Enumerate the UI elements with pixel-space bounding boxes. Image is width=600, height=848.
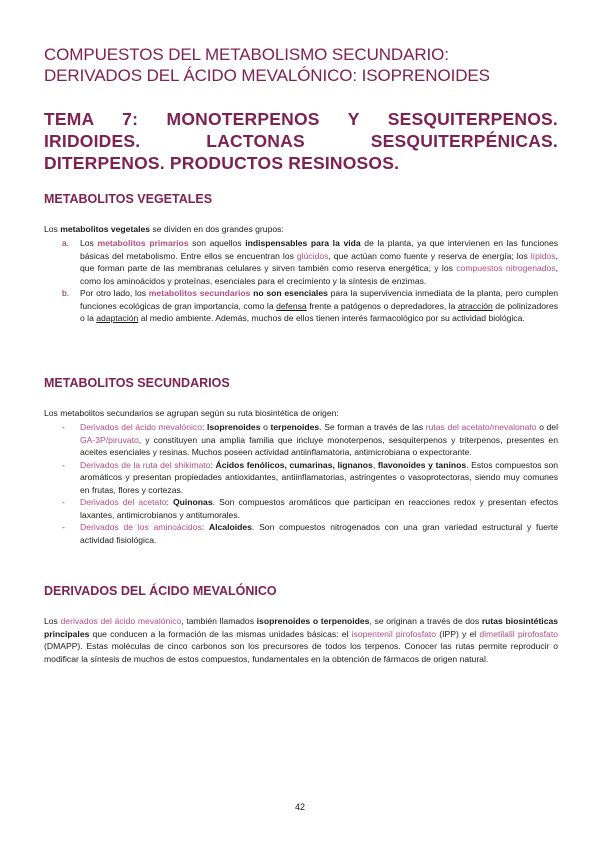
section-3-paragraph: Los derivados del ácido mevalónico, también llamados isoprenoides o terpenoides, se originan a través de dos rutas biosintéticas principales que conducen a la formación de las mismas unidades básicas: el isopentenil pirofosfato (IPP) y el dimetilalil pirofosfato (DMAPP). Estas moléculas de cinco carbonos son los precursores de todos los terpenos. Conocer las rutas permite reproducir o modificar la síntesis de muchos de estos compuestos, fundamentales en la obtención de fármacos de origen natural.	[44, 616, 559, 664]
chapter-heading	[44, 44, 564, 86]
section-1-intro: Los metabolitos vegetales se dividen en dos grandes grupos:	[44, 224, 284, 234]
list-marker: -	[62, 459, 65, 470]
list-item-a: a. Los metabolitos primarios son aquellos indispensables para la vida de la planta, ya que intervienen en las funciones básicas del metabolismo. Entre ellos se encuentran los glúcidos, que actúan como fuente y reserva de energía; los lípidos, que forman parte de las membranas celulares y sirven también como reserva energética; y los compuestos nitrogenados, como los aminoácidos y proteínas, esenciales para el crecimiento y la síntesis de enzimas.	[62, 238, 559, 286]
list-item: - Derivados del acetato: Quinonas. Son compuestos aromáticos que participan en reacciones redox y presentan efectos laxantes, antimicrobianos y antitumorales.	[62, 497, 558, 520]
list-item: - Derivados de la ruta del shikimato: Ácidos fenólicos, cumarinas, lignanos, flavonoides y taninos. Estos compuestos son aromáticos y presentan propiedades antioxidantes, antiinflamatorias, astringentes o vasoprotectoras, siendo muy comunes en frutas, flores y cortezas.	[62, 459, 559, 495]
section-title-derivados-acido-mevalonico: DERIVADOS DEL ÁCIDO MEVALÓNICO	[44, 584, 277, 598]
list-marker: -	[62, 497, 65, 507]
list-marker: b.	[62, 288, 70, 298]
section-title-metabolitos-secundarios: METABOLITOS SECUNDARIOS	[44, 376, 230, 390]
list-marker: -	[62, 422, 65, 432]
section-title-metabolitos-vegetales: METABOLITOS VEGETALES	[44, 192, 213, 206]
chapter-heading-line-1: COMPUESTOS DEL METABOLISMO SECUNDARIO:	[44, 45, 449, 64]
list-item-b: b. Por otro lado, los metabolitos secundarios no son esenciales para la supervivencia inmediata de la planta, pero cumplen funciones ecológicas de gran importancia, como la defensa frente a patógenos o depredadores, la atracción de polinizadores o la adaptación al medio ambiente. Además, muchos de ellos tienen interés farmacológico por su actividad biológica.	[62, 288, 558, 323]
section-1-list	[44, 237, 558, 325]
list-item: - Derivados del ácido mevalónico: Isoprenoides o terpenoides. Se forman a través de las rutas del acetato/mevalonato o del GA-3P/piruvato, y constituyen una amplia familia que incluye monoterpenos, sesquiterpenos y triterpenos, presentes en aceites esenciales y resinas. Muchos poseen actividad antiinflamatoria, antimicrobiana o expectorante.	[62, 422, 558, 457]
list-item: - Derivados de los aminoácidos: Alcaloides. Son compuestos nitrogenados con una gran variedad estructural y fuerte actividad fisiológica.	[62, 522, 558, 545]
chapter-heading-line-2: DERIVADOS DEL ÁCIDO MEVALÓNICO: ISOPRENOIDES	[44, 66, 490, 85]
section-2-intro: Los metabolitos secundarios se agrupan según su ruta biosintética de origen:	[44, 408, 339, 418]
section-2-list	[44, 421, 558, 546]
tema-title: TEMA 7: MONOTERPENOS Y SESQUITERPENOS. IRIDOIDES. LACTONAS SESQUITERPÉNICAS. DITERPENOS. PRODUCTOS RESINOSOS.	[44, 109, 558, 173]
list-marker: -	[62, 522, 65, 532]
page-number: 42	[294, 802, 305, 812]
list-marker: a.	[62, 238, 70, 248]
